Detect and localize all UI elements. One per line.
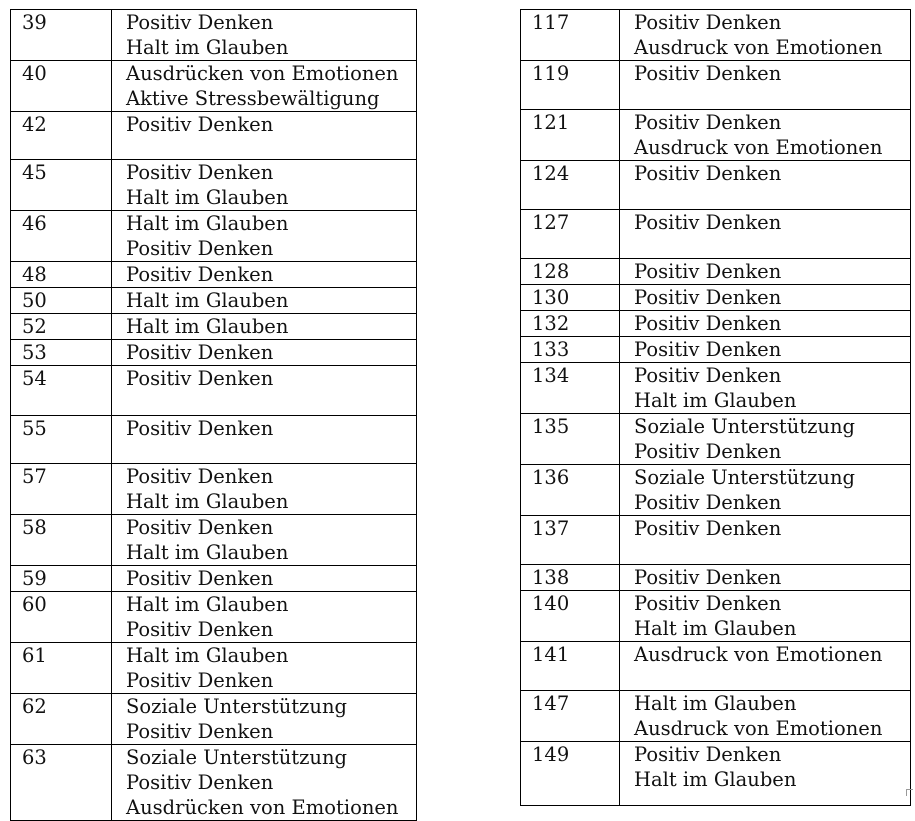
coping-categories-cell: [112, 262, 417, 288]
table-row: [11, 366, 417, 416]
table-row: [521, 210, 911, 259]
coping-category: Positiv Denken: [634, 286, 782, 309]
right-table-body: [521, 10, 911, 806]
coping-categories-cell: [112, 288, 417, 314]
table-row: [521, 363, 911, 414]
table-row: [521, 61, 911, 110]
row-number: 149: [521, 742, 620, 806]
coping-category: Positiv Denken: [126, 11, 274, 34]
coping-category: Halt im Glauben: [126, 593, 289, 616]
coping-categories-cell: [620, 61, 911, 110]
coping-category: Ausdrücken von Emotionen: [126, 62, 399, 85]
coping-category: Positiv Denken: [634, 491, 782, 514]
coping-category: Ausdruck von Emotionen: [634, 643, 883, 666]
coping-category: Positiv Denken: [634, 566, 782, 589]
row-number: 61: [11, 643, 112, 694]
table-row: [11, 566, 417, 592]
coping-category: Ausdruck von Emotionen: [634, 136, 883, 159]
coping-category: Soziale Unterstützung: [634, 415, 856, 438]
table-row: [521, 414, 911, 465]
row-number: 39: [11, 10, 112, 61]
table-row: [521, 10, 911, 61]
table-row: [521, 161, 911, 210]
coping-categories-cell: [112, 340, 417, 366]
coping-category: Positiv Denken: [634, 162, 782, 185]
coping-category: Positiv Denken: [126, 161, 274, 184]
table-row: [11, 515, 417, 566]
coping-categories-cell: [620, 337, 911, 363]
table-row: [11, 112, 417, 160]
coping-category: Halt im Glauben: [126, 490, 289, 513]
coping-category: Positiv Denken: [634, 364, 782, 387]
row-number: 124: [521, 161, 620, 210]
table-row: [521, 691, 911, 742]
coping-categories-cell: [620, 465, 911, 516]
table-row: [11, 262, 417, 288]
row-number: 138: [521, 565, 620, 591]
coping-categories-cell: [620, 311, 911, 337]
table-row: [11, 643, 417, 694]
coping-category: Halt im Glauben: [126, 644, 289, 667]
row-number: 50: [11, 288, 112, 314]
coping-categories-cell: [112, 160, 417, 211]
coping-category: Positiv Denken: [126, 720, 274, 743]
coping-category: Halt im Glauben: [634, 768, 797, 791]
coping-category: Positiv Denken: [634, 312, 782, 335]
table-row: [11, 464, 417, 515]
coping-categories-cell: [620, 259, 911, 285]
coping-category: Positiv Denken: [126, 341, 274, 364]
table-row: [521, 337, 911, 363]
row-number: 45: [11, 160, 112, 211]
left-coding-table: [10, 9, 417, 821]
coping-category: Halt im Glauben: [126, 315, 289, 338]
coping-category: Positiv Denken: [634, 11, 782, 34]
coping-category: Ausdruck von Emotionen: [634, 36, 883, 59]
table-row: [521, 311, 911, 337]
coping-category: Positiv Denken: [126, 465, 274, 488]
left-table-body: [11, 10, 417, 821]
coping-category: Positiv Denken: [126, 516, 274, 539]
row-number: 46: [11, 211, 112, 262]
coping-category: Positiv Denken: [634, 62, 782, 85]
coping-categories-cell: [112, 10, 417, 61]
coping-category: Positiv Denken: [634, 338, 782, 361]
row-number: 128: [521, 259, 620, 285]
table-row: [521, 591, 911, 642]
row-number: 133: [521, 337, 620, 363]
table-row: [11, 211, 417, 262]
coping-category: Halt im Glauben: [634, 692, 797, 715]
coping-category: Halt im Glauben: [634, 389, 797, 412]
row-number: 42: [11, 112, 112, 160]
table-row: [521, 642, 911, 691]
table-row: [11, 288, 417, 314]
coping-category: Ausdruck von Emotionen: [634, 717, 883, 740]
coping-category: Positiv Denken: [126, 237, 274, 260]
row-number: 127: [521, 210, 620, 259]
coping-categories-cell: [620, 10, 911, 61]
coping-categories-cell: [620, 642, 911, 691]
row-number: 40: [11, 61, 112, 112]
row-number: 137: [521, 516, 620, 565]
table-row: [521, 742, 911, 806]
row-number: 117: [521, 10, 620, 61]
coping-category: Halt im Glauben: [634, 617, 797, 640]
coping-category: Positiv Denken: [126, 771, 274, 794]
coping-categories-cell: [620, 742, 911, 806]
coping-category: Positiv Denken: [634, 743, 782, 766]
coping-category: Aktive Stressbewältigung: [126, 87, 380, 110]
table-row: [11, 416, 417, 464]
coping-categories-cell: [620, 691, 911, 742]
coping-category: Ausdrücken von Emotionen: [126, 796, 399, 819]
coping-categories-cell: [620, 285, 911, 311]
coping-categories-cell: [620, 565, 911, 591]
coping-categories-cell: [112, 112, 417, 160]
table-row: [521, 465, 911, 516]
page-corner-mark: [906, 789, 913, 796]
table-row: [11, 61, 417, 112]
coping-categories-cell: [112, 366, 417, 416]
row-number: 134: [521, 363, 620, 414]
table-row: [521, 110, 911, 161]
row-number: 121: [521, 110, 620, 161]
coping-categories-cell: [112, 314, 417, 340]
coping-category: Positiv Denken: [126, 417, 274, 440]
coping-category: Positiv Denken: [126, 263, 274, 286]
table-row: [521, 565, 911, 591]
coping-category: Halt im Glauben: [126, 186, 289, 209]
table-row: [11, 694, 417, 745]
table-row: [521, 259, 911, 285]
coping-category: Halt im Glauben: [126, 36, 289, 59]
coping-category: Soziale Unterstützung: [126, 746, 348, 769]
row-number: 55: [11, 416, 112, 464]
coping-category: Positiv Denken: [634, 592, 782, 615]
coping-categories-cell: [112, 416, 417, 464]
coping-category: Positiv Denken: [126, 113, 274, 136]
coping-categories-cell: [620, 414, 911, 465]
row-number: 62: [11, 694, 112, 745]
table-row: [11, 592, 417, 643]
table-row: [11, 340, 417, 366]
row-number: 53: [11, 340, 112, 366]
row-number: 48: [11, 262, 112, 288]
coping-categories-cell: [112, 745, 417, 821]
row-number: 135: [521, 414, 620, 465]
row-number: 132: [521, 311, 620, 337]
row-number: 140: [521, 591, 620, 642]
row-number: 59: [11, 566, 112, 592]
table-row: [521, 516, 911, 565]
coping-categories-cell: [620, 210, 911, 259]
coping-categories-cell: [112, 464, 417, 515]
table-row: [521, 285, 911, 311]
coping-category: Positiv Denken: [126, 367, 274, 390]
coping-categories-cell: [112, 515, 417, 566]
coping-category: Halt im Glauben: [126, 289, 289, 312]
coping-categories-cell: [620, 516, 911, 565]
coping-category: Positiv Denken: [634, 260, 782, 283]
coping-categories-cell: [112, 592, 417, 643]
coping-category: Positiv Denken: [634, 111, 782, 134]
coping-categories-cell: [112, 566, 417, 592]
coping-category: Halt im Glauben: [126, 212, 289, 235]
coping-categories-cell: [620, 591, 911, 642]
row-number: 63: [11, 745, 112, 821]
row-number: 52: [11, 314, 112, 340]
row-number: 147: [521, 691, 620, 742]
coping-categories-cell: [112, 694, 417, 745]
row-number: 60: [11, 592, 112, 643]
coping-category: Positiv Denken: [634, 211, 782, 234]
coping-category: Positiv Denken: [126, 567, 274, 590]
coping-categories-cell: [112, 61, 417, 112]
row-number: 57: [11, 464, 112, 515]
table-row: [11, 160, 417, 211]
row-number: 141: [521, 642, 620, 691]
row-number: 58: [11, 515, 112, 566]
coping-category: Soziale Unterstützung: [126, 695, 348, 718]
coping-categories-cell: [112, 643, 417, 694]
coping-category: Positiv Denken: [634, 440, 782, 463]
row-number: 130: [521, 285, 620, 311]
coping-category: Soziale Unterstützung: [634, 466, 856, 489]
coping-categories-cell: [620, 110, 911, 161]
coping-category: Positiv Denken: [634, 517, 782, 540]
coping-category: Halt im Glauben: [126, 541, 289, 564]
coping-category: Positiv Denken: [126, 618, 274, 641]
coping-categories-cell: [112, 211, 417, 262]
table-row: [11, 745, 417, 821]
coping-categories-cell: [620, 363, 911, 414]
table-row: [11, 10, 417, 61]
right-coding-table: [520, 9, 911, 806]
coping-category: Positiv Denken: [126, 669, 274, 692]
row-number: 54: [11, 366, 112, 416]
coping-categories-cell: [620, 161, 911, 210]
row-number: 136: [521, 465, 620, 516]
row-number: 119: [521, 61, 620, 110]
table-row: [11, 314, 417, 340]
